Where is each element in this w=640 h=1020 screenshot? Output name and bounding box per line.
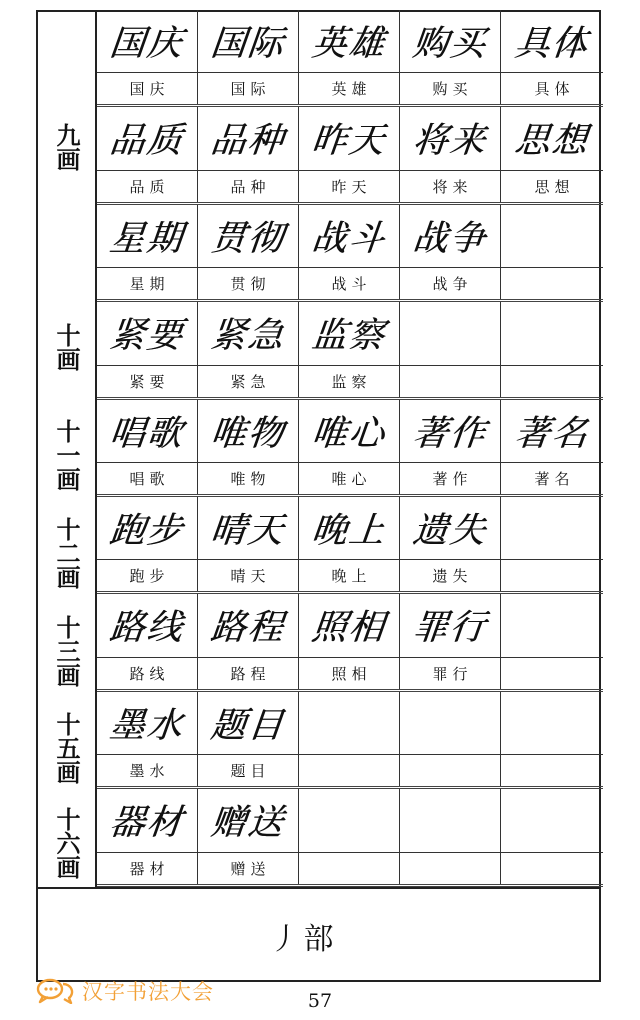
printed-word: 晚上 [299, 559, 399, 591]
handwritten-word: 品种 [208, 121, 287, 162]
table-row [97, 692, 603, 789]
printed-word: 墨水 [97, 754, 197, 786]
table-row [97, 594, 603, 691]
handwritten-word: 将来 [410, 121, 489, 162]
printed-word: 品质 [97, 170, 197, 202]
table-cell [97, 107, 198, 201]
handwritten-word: 著名 [512, 413, 591, 454]
table-cell [501, 107, 603, 201]
table-cell [97, 205, 198, 299]
table-cell [299, 594, 400, 688]
handwritten-word: 著作 [410, 413, 489, 454]
handwritten-word: 国庆 [107, 24, 186, 65]
printed-word: 唯物 [198, 462, 298, 494]
printed-word: 路程 [198, 657, 298, 689]
printed-word: 题目 [198, 754, 298, 786]
printed-word [501, 754, 603, 786]
handwritten-word: 思想 [512, 121, 591, 162]
printed-word [501, 267, 603, 299]
table-cell [501, 205, 603, 299]
handwritten-word: 墨水 [107, 705, 186, 746]
handwritten-word [397, 302, 504, 364]
printed-word: 英雄 [299, 72, 399, 104]
handwritten-word: 路线 [107, 608, 186, 649]
printed-word: 赠送 [198, 852, 298, 884]
handwritten-word: 战斗 [309, 218, 388, 259]
handwritten-word [397, 789, 504, 851]
printed-word [400, 365, 500, 397]
handwritten-word: 晚上 [309, 511, 388, 552]
table-cell [97, 789, 198, 883]
printed-word [400, 754, 500, 786]
handwritten-word: 晴天 [208, 511, 287, 552]
handwritten-word: 赠送 [208, 803, 287, 844]
printed-word: 著名 [501, 462, 603, 494]
handwritten-word [498, 302, 607, 364]
table-cell [299, 692, 400, 786]
table-cell [400, 10, 501, 104]
table-cell [400, 302, 501, 396]
handwritten-word: 跑步 [107, 511, 186, 552]
printed-word: 紧要 [97, 365, 197, 397]
table-cell [299, 497, 400, 591]
printed-word: 战斗 [299, 267, 399, 299]
table-cell [400, 692, 501, 786]
handwritten-word: 紧要 [107, 316, 186, 357]
printed-word: 昨天 [299, 170, 399, 202]
printed-word: 唱歌 [97, 462, 197, 494]
handwritten-word [498, 789, 607, 851]
table-cell [400, 497, 501, 591]
stroke-count-label: 十三画 [52, 615, 80, 687]
handwritten-word [498, 497, 607, 559]
printed-word [299, 754, 399, 786]
printed-word [501, 559, 603, 591]
stroke-count-label: 十五画 [52, 712, 80, 784]
table-cell [400, 789, 501, 883]
handwritten-word: 具体 [512, 24, 591, 65]
printed-word: 著作 [400, 462, 500, 494]
table-cell [198, 400, 299, 494]
table-cell [501, 789, 603, 883]
table-cell [501, 594, 603, 688]
table-cell [97, 10, 198, 104]
table-row [97, 10, 603, 107]
handwritten-word: 题目 [208, 705, 287, 746]
table-cell [501, 400, 603, 494]
table-cell [198, 789, 299, 883]
handwritten-word: 唯物 [208, 413, 287, 454]
table-cell [198, 692, 299, 786]
printed-word [299, 852, 399, 884]
printed-word: 监察 [299, 365, 399, 397]
printed-word: 跑步 [97, 559, 197, 591]
stroke-count-label: 十画 [52, 323, 80, 371]
printed-word: 购买 [400, 72, 500, 104]
printed-word [501, 852, 603, 884]
table-cell [299, 789, 400, 883]
printed-word: 贯彻 [198, 267, 298, 299]
printed-word: 遗失 [400, 559, 500, 591]
page-number: 57 [307, 990, 333, 1012]
handwritten-word [296, 789, 403, 851]
stroke-count-label: 十六画 [52, 807, 80, 879]
table-row [97, 497, 603, 594]
handwritten-word: 购买 [410, 24, 489, 65]
printed-word [400, 852, 500, 884]
handwritten-word: 遗失 [410, 511, 489, 552]
printed-word: 紧急 [198, 365, 298, 397]
handwritten-word: 紧急 [208, 316, 287, 357]
table-row [97, 205, 603, 302]
printed-word: 品种 [198, 170, 298, 202]
handwritten-word: 路程 [208, 608, 287, 649]
table-cell [198, 594, 299, 688]
table-cell [299, 10, 400, 104]
handwritten-word [498, 205, 607, 267]
radical-section [36, 887, 601, 982]
table-cell [97, 400, 198, 494]
handwritten-word: 英雄 [309, 24, 388, 65]
handwritten-word: 唯心 [309, 413, 388, 454]
table-row [97, 789, 603, 886]
table-row [97, 107, 603, 204]
table-cell [97, 497, 198, 591]
printed-word: 晴天 [198, 559, 298, 591]
printed-word: 国庆 [97, 72, 197, 104]
table-cell [198, 107, 299, 201]
table-cell [501, 497, 603, 591]
handwritten-word: 昨天 [309, 121, 388, 162]
stroke-count-label: 十一画 [52, 419, 80, 491]
character-table [95, 10, 603, 887]
printed-word: 罪行 [400, 657, 500, 689]
printed-word: 星期 [97, 267, 197, 299]
table-row [97, 302, 603, 399]
handwritten-word: 星期 [107, 218, 186, 259]
table-cell [400, 205, 501, 299]
table-cell [299, 302, 400, 396]
printed-word [501, 365, 603, 397]
table-cell [501, 692, 603, 786]
stroke-count-label: 十二画 [52, 517, 80, 589]
table-cell [97, 692, 198, 786]
table-cell [97, 302, 198, 396]
table-cell [501, 10, 603, 104]
table-cell [299, 205, 400, 299]
radical-heading: 丿部 [269, 921, 338, 957]
handwritten-word: 贯彻 [208, 218, 287, 259]
printed-word: 将来 [400, 170, 500, 202]
table-cell [400, 400, 501, 494]
handwritten-word: 照相 [309, 608, 388, 649]
table-cell [299, 107, 400, 201]
handwritten-word: 国际 [208, 24, 287, 65]
printed-word: 具体 [501, 72, 603, 104]
handwritten-word: 器材 [107, 803, 186, 844]
table-cell [400, 594, 501, 688]
handwritten-word: 战争 [410, 218, 489, 259]
handwritten-word [397, 692, 504, 754]
watermark-text: 汉字书法大会 [82, 980, 214, 1004]
printed-word: 器材 [97, 852, 197, 884]
handwritten-word [498, 594, 607, 656]
printed-word: 国际 [198, 72, 298, 104]
printed-word [501, 657, 603, 689]
table-cell [97, 594, 198, 688]
stroke-count-label: 九画 [52, 123, 80, 171]
table-cell [198, 205, 299, 299]
table-cell [501, 302, 603, 396]
handwritten-word [498, 692, 607, 754]
table-cell [198, 302, 299, 396]
handwritten-word: 唱歌 [107, 413, 186, 454]
handwritten-word [296, 692, 403, 754]
handwritten-word: 罪行 [410, 608, 489, 649]
table-cell [400, 107, 501, 201]
printed-word: 思想 [501, 170, 603, 202]
printed-word: 战争 [400, 267, 500, 299]
printed-word: 唯心 [299, 462, 399, 494]
table-cell [198, 497, 299, 591]
printed-word: 照相 [299, 657, 399, 689]
handwritten-word: 监察 [309, 316, 388, 357]
printed-word: 路线 [97, 657, 197, 689]
table-cell [198, 10, 299, 104]
handwritten-word: 品质 [107, 121, 186, 162]
table-row [97, 400, 603, 497]
table-cell [299, 400, 400, 494]
